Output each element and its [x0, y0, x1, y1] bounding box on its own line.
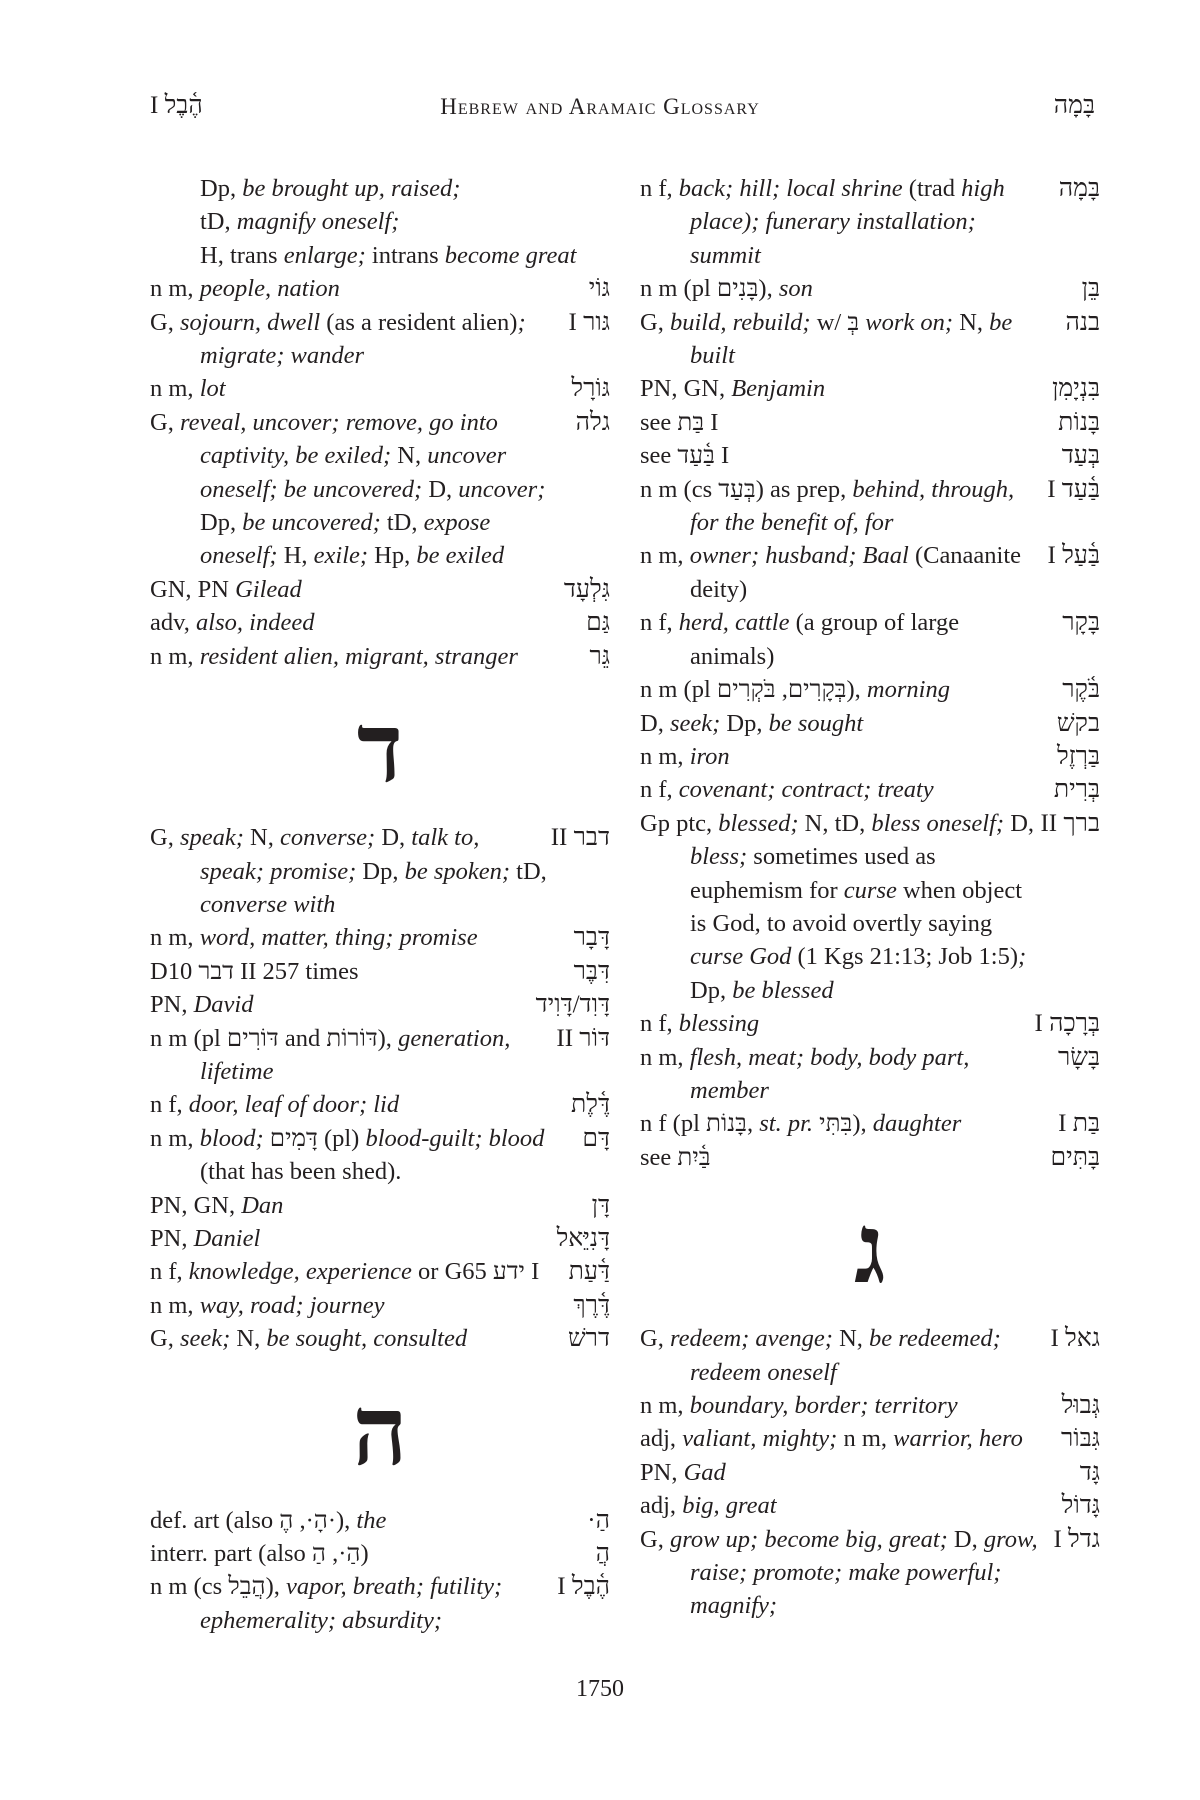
glossary-entry: [150, 272, 610, 305]
entry-definition: def. art (also הָ·, הֶ·), the: [150, 1506, 387, 1534]
entry-definition: n f, back; hill; local shrine (trad high place); funerary installation; summit: [640, 175, 1005, 269]
glossary-entry: [150, 1255, 610, 1288]
glossary-entry: [640, 1322, 1100, 1389]
entry-definition: GN, PN Gilead: [150, 575, 302, 603]
entry-definition: n m, boundary, border; territory: [640, 1392, 958, 1419]
glossary-entry: [640, 1422, 1100, 1455]
entry-definition: interr. part (also הַ·, הַ): [150, 1540, 369, 1567]
entry-definition: n m, resident alien, migrant, stranger: [150, 642, 518, 670]
hebrew-headword: גִּבּוֹר: [1061, 1425, 1100, 1453]
glossary-entry: [150, 1088, 610, 1121]
entry-definition: n f, herd, cattle (a group of large animals): [640, 609, 960, 670]
hebrew-headword: הֶ֫בֶל I: [557, 1573, 610, 1601]
glossary-column-right: [640, 172, 1100, 1623]
glossary-entry: [640, 1107, 1100, 1140]
entry-definition: n m (pl בָּנִים), son: [640, 275, 813, 303]
hebrew-headword: בְּעַד: [1061, 442, 1100, 470]
left-guide-word: הֶ֫בֶל I: [150, 92, 203, 119]
entry-definition: tD, magnify oneself;: [200, 208, 400, 236]
glossary-entry: [640, 272, 1100, 305]
right-guide-word: בָּמָה: [1053, 92, 1095, 119]
glossary-entry: [150, 1504, 610, 1537]
entry-definition: adv, also, indeed: [150, 609, 315, 637]
glossary-entry: [150, 306, 610, 373]
hebrew-headword: בֹּ֫קֶר: [1062, 676, 1100, 704]
hebrew-headword: בֵּן: [1081, 275, 1100, 303]
entry-definition: n m, way, road; journey: [150, 1291, 385, 1319]
running-head: [0, 92, 1200, 132]
entry-definition: G, sojourn, dwell (as a resident alien); migrate; wander: [150, 308, 526, 370]
entry-definition: adj, big, great: [640, 1492, 777, 1520]
hebrew-headword: גְּבוּל: [1061, 1392, 1100, 1419]
hebrew-headword: בָּתִּים: [1050, 1143, 1100, 1171]
hebrew-headword: דֶּ֫רֶךְ: [573, 1291, 610, 1319]
hebrew-headword: בקשׁ: [1056, 709, 1100, 737]
entry-definition: G, speak; N, converse; D, talk to, speak; promise; Dp, be spoken; tD, converse with: [150, 824, 547, 918]
entry-definition: H, trans enlarge; intrans become great: [200, 241, 577, 269]
hebrew-headword: הֲ: [595, 1540, 610, 1567]
hebrew-headword: בְּרָכָה I: [1034, 1010, 1100, 1038]
glossary-entry: [150, 205, 610, 238]
hebrew-headword: דרשׁ: [567, 1325, 610, 1353]
glossary-entry: [150, 988, 610, 1021]
hebrew-headword: גּוֹרָל: [571, 375, 610, 403]
entry-definition: PN, Daniel: [150, 1224, 261, 1252]
glossary-entry: [150, 1022, 610, 1089]
entry-definition: n m, iron: [640, 742, 730, 770]
hebrew-headword: דֶּ֫לֶת: [571, 1091, 610, 1119]
entry-definition: PN, GN, Dan: [150, 1191, 284, 1219]
entry-definition: PN, GN, Benjamin: [640, 375, 826, 403]
glossary-entry: [640, 740, 1100, 773]
entry-definition: n m (pl בְּקָרִים, בֹּקְרִים), morning: [640, 676, 950, 704]
glossary-entry: [150, 1122, 610, 1189]
glossary-entry: [640, 1523, 1100, 1623]
hebrew-headword: דָּוִד/דָּוִיד: [535, 991, 610, 1019]
hebrew-headword: בַּ֫עַד I: [1047, 475, 1100, 503]
hebrew-headword: בָּמָה: [1058, 175, 1100, 202]
entry-definition: n f, knowledge, experience or G65 ידע I: [150, 1258, 540, 1286]
hebrew-headword: גֵּר: [589, 642, 610, 670]
glossary-entry: [150, 1322, 610, 1355]
glossary-entry: [150, 372, 610, 405]
hebrew-headword: דָּבָר: [573, 924, 610, 952]
entry-definition: D10 דבר II 257 times: [150, 957, 359, 985]
hebrew-headword: ברך II: [1040, 809, 1100, 837]
entry-definition: n m, owner; husband; Baal (Canaanite deity): [640, 542, 1022, 603]
entry-definition: n f (pl בָּנוֹת, st. pr. בִּתִּי), daughter: [640, 1110, 962, 1138]
entry-definition: n m, blood; דָּמִים (pl) blood-guilt; blood (that has been shed).: [150, 1124, 545, 1186]
glossary-entry: [640, 1007, 1100, 1040]
section-letter: ה: [352, 1377, 408, 1485]
glossary-entry: [640, 707, 1100, 740]
glossary-entry: [640, 172, 1100, 272]
glossary-entry: [150, 406, 610, 573]
glossary-entry: [640, 372, 1100, 405]
hebrew-headword: גָּד: [1079, 1458, 1100, 1486]
hebrew-headword: גַּם: [586, 609, 610, 637]
page-number: 1750: [576, 1676, 624, 1702]
entry-definition: n m (cs בְּעַד) as prep, behind, through, for the benefit of, for: [640, 475, 1015, 537]
page-title: Hebrew and Aramaic Glossary: [440, 94, 760, 119]
glossary-entry: [150, 921, 610, 954]
hebrew-headword: דַּ֫עַת: [568, 1258, 610, 1286]
glossary-entry: [150, 573, 610, 606]
hebrew-headword: בְּרִית: [1053, 776, 1100, 804]
hebrew-headword: בַּ֫עַל I: [1047, 542, 1100, 570]
glossary-entry: [150, 640, 610, 673]
entry-definition: PN, Gad: [640, 1458, 726, 1486]
entry-definition: see בַּ֫יִת: [640, 1143, 711, 1171]
glossary-entry: [640, 406, 1100, 439]
glossary-entry: [640, 1389, 1100, 1422]
glossary-entry: [640, 773, 1100, 806]
glossary-entry: [640, 1041, 1100, 1108]
entry-definition: n m, flesh, meat; body, body part, member: [640, 1043, 970, 1104]
hebrew-headword: בַּת I: [1058, 1110, 1100, 1138]
entry-definition: see בַּ֫עַד I: [640, 442, 730, 470]
glossary-entry: [150, 1289, 610, 1322]
glossary-entry: [640, 539, 1100, 606]
glossary-entry: [640, 473, 1100, 540]
hebrew-headword: דָּן: [591, 1191, 610, 1219]
glossary-column-left: [150, 172, 610, 1637]
entry-definition: G, seek; N, be sought, consulted: [150, 1325, 468, 1353]
glossary-entry: [640, 1489, 1100, 1522]
hebrew-headword: בַּרְזֶל: [1057, 742, 1100, 770]
hebrew-headword: דבר II: [550, 824, 610, 852]
glossary-entry: [640, 807, 1100, 1007]
section-letter: ד: [356, 695, 404, 803]
hebrew-headword: גּור I: [568, 308, 610, 336]
glossary-entry: [150, 239, 610, 272]
glossary-entry: [150, 1570, 610, 1637]
hebrew-headword: דָּנִיֵּאל: [556, 1224, 610, 1252]
hebrew-headword: דּוֹר II: [556, 1024, 610, 1052]
entry-definition: n m, lot: [150, 375, 226, 403]
glossary-entry: [640, 439, 1100, 472]
hebrew-headword: גּוֹי: [588, 275, 610, 303]
hebrew-headword: בנה: [1065, 308, 1100, 336]
entry-definition: G, grow up; become big, great; D, grow, raise; promote; make powerful; magnify;: [640, 1525, 1038, 1620]
entry-definition: D, seek; Dp, be sought: [640, 709, 864, 737]
hebrew-headword: דָּם: [582, 1124, 610, 1152]
entry-definition: G, redeem; avenge; N, be redeemed; redeem oneself: [640, 1325, 1001, 1386]
glossary-entry: [150, 1222, 610, 1255]
glossary-entry: [640, 673, 1100, 706]
hebrew-headword: גִּלְעָד: [563, 575, 610, 603]
entry-definition: G, reveal, uncover; remove, go into captivity, be exiled; N, uncover oneself; be uncovered; D, uncover; Dp, be uncovered; tD, expose oneself; H, exile; Hp, be exiled: [150, 408, 546, 570]
hebrew-headword: גדל I: [1053, 1525, 1100, 1553]
glossary-entry: [640, 1456, 1100, 1489]
glossary-entry: [640, 306, 1100, 373]
hebrew-headword: בִּנְיָמִן: [1052, 375, 1100, 403]
hebrew-headword: הַ·: [587, 1506, 610, 1534]
hebrew-headword: גאל I: [1050, 1325, 1100, 1353]
hebrew-headword: בָּנוֹת: [1058, 408, 1100, 436]
entry-definition: n m (cs הֲבֵל), vapor, breath; futility; ephemerality; absurdity;: [150, 1573, 503, 1634]
entry-definition: n m (pl דּוֹרִים and דּוֹרוֹת), generation, lifetime: [150, 1024, 511, 1085]
hebrew-headword: דִּבֶּר: [573, 957, 610, 985]
entry-definition: n f, covenant; contract; treaty: [640, 776, 934, 804]
glossary-entry: [150, 606, 610, 639]
glossary-entry: [640, 1141, 1100, 1174]
entry-definition: Dp, be brought up, raised;: [200, 175, 461, 202]
glossary-entry: [150, 821, 610, 921]
entry-definition: Gp ptc, blessed; N, tD, bless oneself; D, bless; sometimes used as euphemism for curse when object is God, to avoid overtly saying curse God (1 Kgs 21:13; Job 1:5); Dp, be blessed: [640, 809, 1035, 1004]
entry-definition: PN, David: [150, 991, 254, 1019]
entry-definition: see בַּת I: [640, 408, 719, 436]
hebrew-headword: בָּקָר: [1062, 609, 1100, 637]
entry-definition: n f, blessing: [640, 1010, 760, 1038]
entry-definition: n m, people, nation: [150, 275, 340, 303]
entry-definition: G, build, rebuild; w/ בְּ work on; N, be built: [640, 308, 1013, 370]
glossary-entry: [150, 1537, 610, 1570]
entry-definition: n m, word, matter, thing; promise: [150, 924, 478, 952]
section-letter: ג: [854, 1196, 886, 1304]
hebrew-headword: בָּשָׂר: [1057, 1043, 1100, 1071]
hebrew-headword: גָּדוֹל: [1061, 1492, 1100, 1520]
glossary-entry: [150, 955, 610, 988]
glossary-entry: [150, 172, 610, 205]
glossary-entry: [640, 606, 1100, 673]
glossary-entry: [150, 1189, 610, 1222]
hebrew-headword: גלה: [575, 408, 610, 436]
entry-definition: n f, door, leaf of door; lid: [150, 1091, 400, 1119]
entry-definition: adj, valiant, mighty; n m, warrior, hero: [640, 1425, 1023, 1453]
